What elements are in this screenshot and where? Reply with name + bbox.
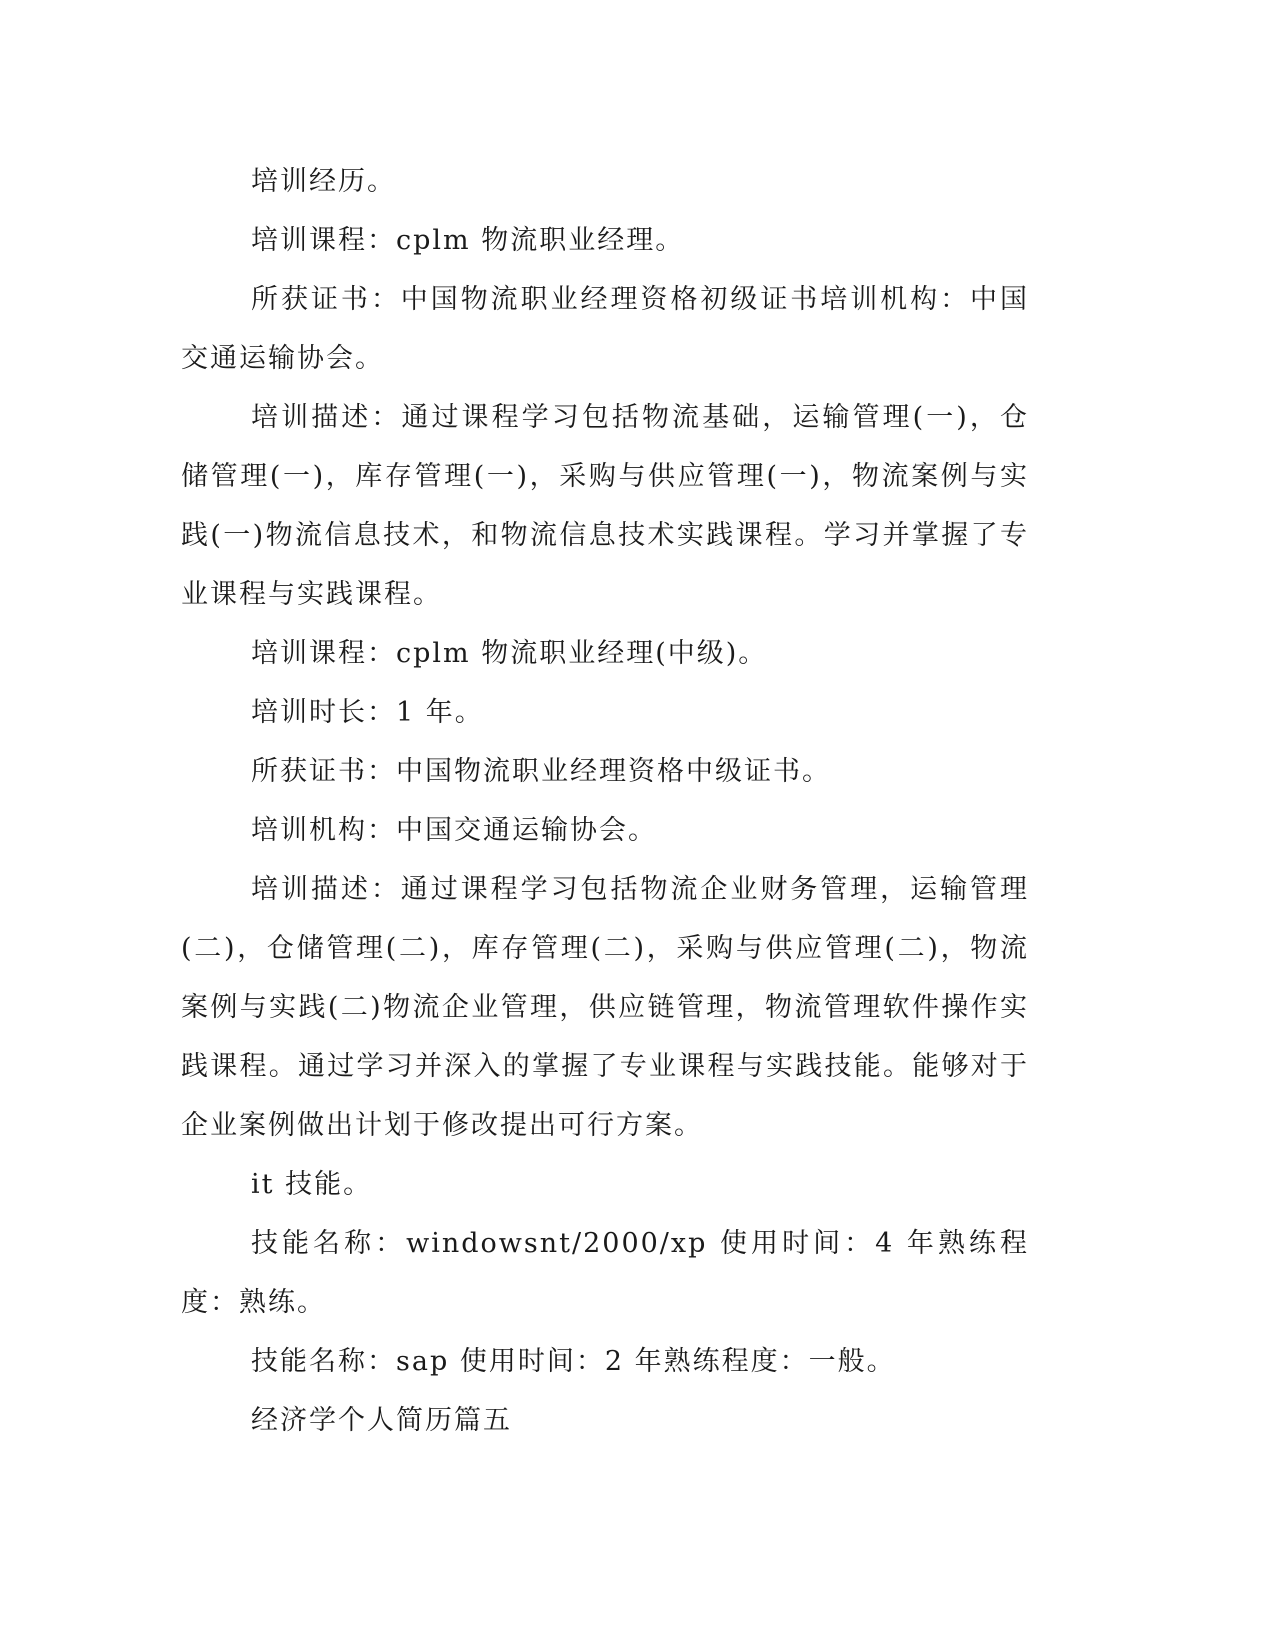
paragraph-skill-windows: 技能名称：windowsnt/2000/xp 使用时间：4 年熟练程度：熟练。 <box>181 1228 1029 1318</box>
document-body <box>181 152 1029 1450</box>
paragraph-certificate-2: 所获证书：中国物流职业经理资格中级证书。 <box>251 756 831 787</box>
paragraph-training-description-2: 培训描述：通过课程学习包括物流企业财务管理，运输管理(二)，仓储管理(二)，库存管理(二)，采购与供应管理(二)，物流案例与实践(二)物流企业管理，供应链管理，物流管理软件操作实践课程。通过学习并深入的掌握了专业课程与实践技能。能够对于企业案例做出计划于修改提出可行方案。 <box>181 874 1029 1141</box>
paragraph-section-title-resume-5: 经济学个人简历篇五 <box>251 1405 512 1436</box>
paragraph-training-institution: 培训机构：中国交通运输协会。 <box>251 815 657 846</box>
paragraph-it-skills-heading: it 技能。 <box>251 1169 373 1200</box>
paragraph-skill-sap: 技能名称：sap 使用时间：2 年熟练程度：一般。 <box>251 1346 896 1377</box>
paragraph-training-description-1: 培训描述：通过课程学习包括物流基础，运输管理(一)，仓储管理(一)，库存管理(一)，采购与供应管理(一)，物流案例与实践(一)物流信息技术，和物流信息技术实践课程。学习并掌握了专业课程与实践课程。 <box>181 402 1029 610</box>
paragraph-training-duration: 培训时长：1 年。 <box>251 697 484 728</box>
paragraph-training-history-heading: 培训经历。 <box>251 166 396 197</box>
paragraph-training-course-2: 培训课程：cplm 物流职业经理(中级)。 <box>251 638 768 669</box>
paragraph-training-course-1: 培训课程：cplm 物流职业经理。 <box>251 225 685 256</box>
paragraph-certificate-1: 所获证书：中国物流职业经理资格初级证书培训机构：中国交通运输协会。 <box>181 284 1029 374</box>
